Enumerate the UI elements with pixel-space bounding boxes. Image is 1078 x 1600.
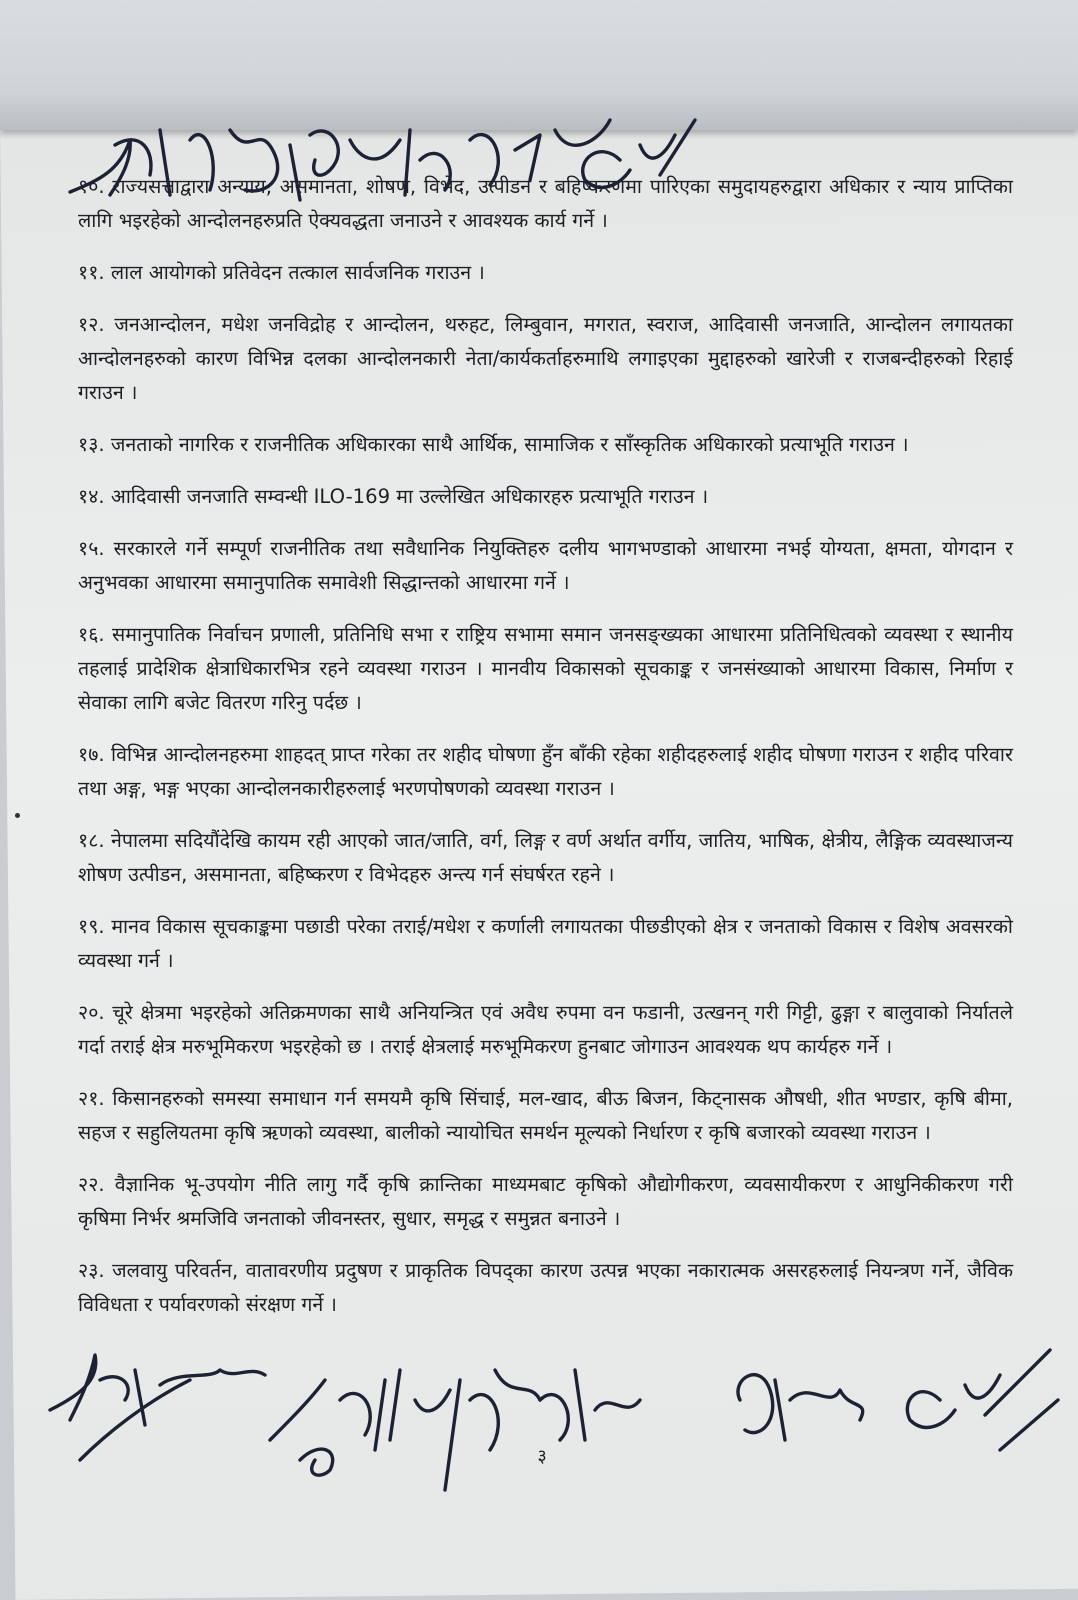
margin-dot xyxy=(15,813,20,818)
clause-19: १९. मानव विकास सूचकाङ्कमा पछाडी परेका तराई/मधेश र कर्णाली लगायतका पीछडीएको क्षेत्र र जनताको विकास र विशेष अवसरको व्यवस्था गर्न । xyxy=(78,915,1013,972)
clause-18: १८. नेपालमा सदियौंदेखि कायम रही आएको जात/जाति, वर्ग, लिङ्ग र वर्ण अर्थात वर्गीय, जातिय, भाषिक, क्षेत्रीय, लैङ्गिक व्यवस्थाजन्य शोषण उत्पीडन, असमानता, बहिष्करण र विभेदहरु अन्त्य गर्न संघर्षरत रहने । xyxy=(78,829,1013,886)
page-number: ३ xyxy=(537,1446,547,1467)
document-body xyxy=(78,170,1013,1340)
clause-16: १६. समानुपातिक निर्वाचन प्रणाली, प्रतिनिधि सभा र राष्ट्रिय सभामा समान जनसङ्ख्यका आधारमा प्रतिनिधित्वको व्यवस्था र स्थानीय तहलाई प्रादेशिक क्षेत्राधिकारभित्र रहने व्यवस्था गराउन । मानवीय विकासको सूचकाङ्क र जनसंख्याको आधारमा विकास, निर्माण र सेवाका लागि बजेट वितरण गरिनु पर्दछ । xyxy=(78,623,1013,714)
clause-17: १७. विभिन्न आन्दोलनहरुमा शाहदत् प्राप्त गरेका तर शहीद घोषणा हुँन बाँकी रहेका शहीदहरुलाई शहीद घोषणा गराउन र शहीद परिवार तथा अङ्ग, भङ्ग भएका आन्दोलनकारीहरुलाई भरणपोषणको व्यवस्था गराउन । xyxy=(78,743,1013,800)
clause-12: १२. जनआन्दोलन, मधेश जनविद्रोह र आन्दोलन, थरुहट, लिम्बुवान, मगरात, स्वराज, आदिवासी जनजाति, आन्दोलन लगायतका आन्दोलनहरुको कारण विभिन्न दलका आन्दोलनकारी नेता/कार्यकर्ताहरुमाथि लगाइएका मुद्दाहरुको खारेजी र राजबन्दीहरुको रिहाई गराउन । xyxy=(78,313,1013,404)
signature-row-bottom xyxy=(40,1340,1060,1520)
clause-21: २१. किसानहरुको समस्या समाधान गर्न समयमै कृषि सिंचाई, मल-खाद, बीऊ बिजन, किट्नासक औषधी, शीत भण्डार, कृषि बीमा, सहज र सहुलियतमा कृषि ऋणको व्यवस्था, बालीको न्यायोचित समर्थन मूल्यको निर्धारण र कृषि बजारको व्यवस्था गराउन । xyxy=(78,1087,1013,1144)
signature-bottom-drawing xyxy=(40,1340,1060,1520)
signature-top-drawing xyxy=(60,100,700,210)
clause-20: २०. चूरे क्षेत्रमा भइरहेको अतिक्रमणका साथै अनियन्त्रित एवं अवैध रुपमा वन फडानी, उत्खनन् गरी गिट्टी, ढुङ्गा र बालुवाको निर्यातले गर्दा तराई क्षेत्र मरुभूमिकरण भइरहेको छ । तराई क्षेत्रलाई मरुभूमिकरण हुनबाट जोगाउन आवश्यक थप कार्यहरु गर्ने । xyxy=(78,1001,1013,1058)
clause-15: १५. सरकारले गर्ने सम्पूर्ण राजनीतिक तथा सवैधानिक नियुक्तिहरु दलीय भागभण्डाको आधारमा नभई योग्यता, क्षमता, योगदान र अनुभवका आधारमा समानुपातिक समावेशी सिद्धान्तको आधारमा गर्ने । xyxy=(78,537,1013,594)
clause-13: १३. जनताको नागरिक र राजनीतिक अधिकारका साथै आर्थिक, सामाजिक र साँस्कृतिक अधिकारको प्रत्याभूति गराउन । xyxy=(78,433,909,456)
clause-14: १४. आदिवासी जनजाति सम्वन्धी ILO-169 मा उल्लेखित अधिकारहरु प्रत्याभूति गराउन । xyxy=(78,485,709,508)
signature-row-top xyxy=(60,100,700,210)
clause-22: २२. वैज्ञानिक भू-उपयोग नीति लागु गर्दै कृषि क्रान्तिका माध्यमबाट कृषिको औद्योगीकरण, व्यवसायीकरण र आधुनिकीकरण गरी कृषिमा निर्भर श्रमजिवि जनताको जीवनस्तर, सुधार, समृद्ध र समुन्नत बनाउने । xyxy=(78,1173,1013,1230)
clause-10: १०. राज्यसत्ताद्वारा अन्याय, असमानता, शोषण, विभेद, उत्पीडन र बहिष्करणमा पारिएका समुदायहरुद्वारा अधिकार र न्याय प्राप्तिका लागि भइरहेको आन्दोलनहरुप्रति ऐक्यवद्धता जनाउने र आवश्यक कार्य गर्ने । xyxy=(78,175,1013,232)
clause-11: ११. लाल आयोगको प्रतिवेदन तत्काल सार्वजनिक गराउन । xyxy=(78,261,485,284)
clause-23: २३. जलवायु परिवर्तन, वातावरणीय प्रदुषण र प्राकृतिक विपद्का कारण उत्पन्न भएका नकारात्मक असरहरुलाई नियन्त्रण गर्ने, जैविक विविधता र पर्यावरणको संरक्षण गर्ने । xyxy=(78,1259,1013,1316)
